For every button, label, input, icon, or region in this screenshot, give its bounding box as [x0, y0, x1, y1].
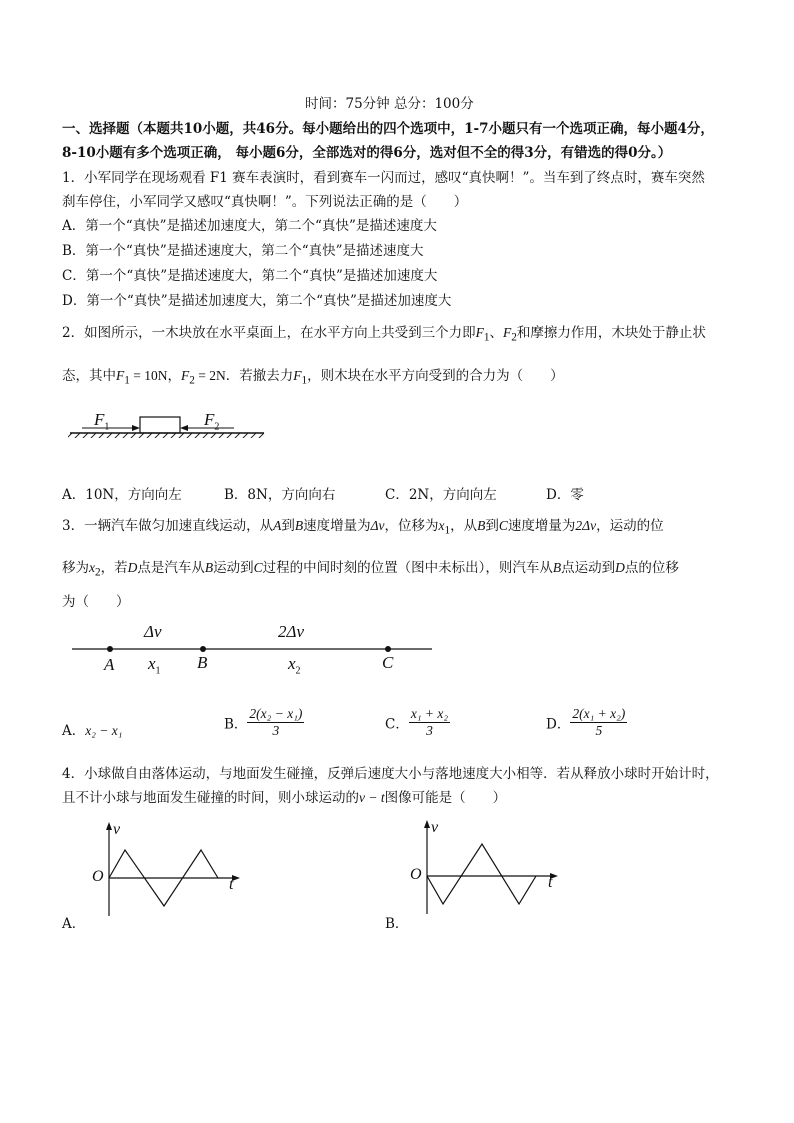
point-c [385, 646, 391, 652]
q3-option-d[interactable]: D． $\frac{\text{2(x₁ + x₂)}}{5}$ [546, 706, 626, 738]
q3-option-c[interactable]: C． $\frac{\text{x₁ + x₂}}{3}$ [385, 706, 449, 738]
q3-line-figure [70, 622, 440, 682]
q1-option-d[interactable]: D．第一个“真快”是描述加速度大，第二个“真快”是描述加速度大 [62, 293, 452, 309]
q3-option-a[interactable]: A．x₂ − x₁ [62, 723, 123, 739]
q3-line2: 移为$x_2$，若D点是汽车从B运动到C过程的中间时刻的位置（图中未标出），则汽车从B点运动到D点的位移 [62, 560, 679, 579]
fig-label-dv: Δv [144, 622, 162, 641]
q4-option-b[interactable]: B． [385, 916, 409, 932]
q1-option-c[interactable]: C．第一个“真快”是描述速度大，第二个“真快”是描述加速度大 [62, 268, 438, 284]
q1-line2: 刹车停住，小军同学又感叹“真快啊！”。下列说法正确的是（ ） [62, 194, 468, 210]
fig-label-c: C [382, 653, 394, 672]
q1-option-b[interactable]: B．第一个“真快”是描述速度大，第二个“真快”是描述速度大 [62, 243, 424, 259]
q4-option-a[interactable]: A． [62, 916, 86, 932]
ground-hatching [68, 433, 264, 438]
q2-option-b[interactable]: B．8N，方向向右 [224, 487, 336, 503]
q1-option-a[interactable]: A．第一个“真快”是描述加速度大，第二个“真快”是描述速度大 [62, 218, 437, 234]
fig-label-x2: $x_2$ [288, 654, 301, 677]
graph-b-origin: O [410, 866, 422, 883]
fig-label-f1: $F_1$ [94, 410, 110, 433]
q2-option-d[interactable]: D．零 [546, 487, 584, 503]
q3-line1: 3．一辆汽车做匀加速直线运动，从A到B速度增量为Δv，位移为$x_1$，从B到C速度增量为2Δv，运动的位 [62, 518, 664, 537]
q4-line1: 4．小球做自由落体运动，与地面发生碰撞，反弹后速度大小与落地速度大小相等．若从释放小球时开始计时， [62, 766, 719, 782]
q1-line1: 1．小军同学在现场观看 F1 赛车表演时，看到赛车一闪而过，感叹“真快啊！”。当车到了终点时，赛车突然 [62, 170, 705, 186]
vt-curve [427, 844, 536, 904]
q3-option-b[interactable]: B． $\frac{\text{2(x₂ − x₁)}}{3}$ [224, 706, 303, 738]
graph-b-t-label: t [548, 874, 553, 891]
graph-b-v-label: v [431, 819, 439, 836]
fig-label-b: B [197, 653, 208, 672]
block [140, 417, 180, 433]
graph-a-t-label: t [229, 876, 234, 893]
time-info: 时间：75分钟 总分：100分 [305, 96, 474, 112]
q2-line1: 2．如图所示，一木块放在水平桌面上，在水平方向上共受到三个力即$F_1$、$F_2$和摩擦力作用，木块处于静止状 [62, 325, 706, 344]
graph-a-v-label: v [113, 821, 121, 838]
q4-line2: 且不计小球与地面发生碰撞的时间，则小球运动的v − t图像可能是（ ） [62, 790, 507, 806]
point-a [107, 646, 113, 652]
section-title-line2: 8-10小题有多个选项正确， 每小题6分，全部选对的得6分，选对但不全的得3分，有错选的得0分。） [62, 145, 672, 161]
q4-graph-b [406, 818, 566, 918]
q2-line2: 态，其中$F_1 = 10N$，$F_2 = 2N$．若撤去力$F_1$，则木块在水平方向受到的合力为（ ） [62, 368, 564, 387]
fig-label-x1: $x_1$ [148, 654, 161, 677]
q3-line3: 为（ ） [62, 594, 130, 610]
fig-label-f2: $F_2$ [204, 410, 220, 433]
q2-option-a[interactable]: A．10N，方向向左 [62, 487, 182, 503]
q4-graph-a [88, 820, 248, 920]
q2-option-c[interactable]: C．2N，方向向左 [385, 487, 497, 503]
fig-label-2dv: 2Δv [278, 622, 305, 641]
graph-a-origin: O [92, 868, 104, 885]
section-title-line1: 一、选择题（本题共10小题，共46分。每小题给出的四个选项中，1-7小题只有一个选项正确，每小题4分， [62, 121, 714, 137]
point-b [200, 646, 206, 652]
fig-label-a: A [104, 655, 115, 674]
